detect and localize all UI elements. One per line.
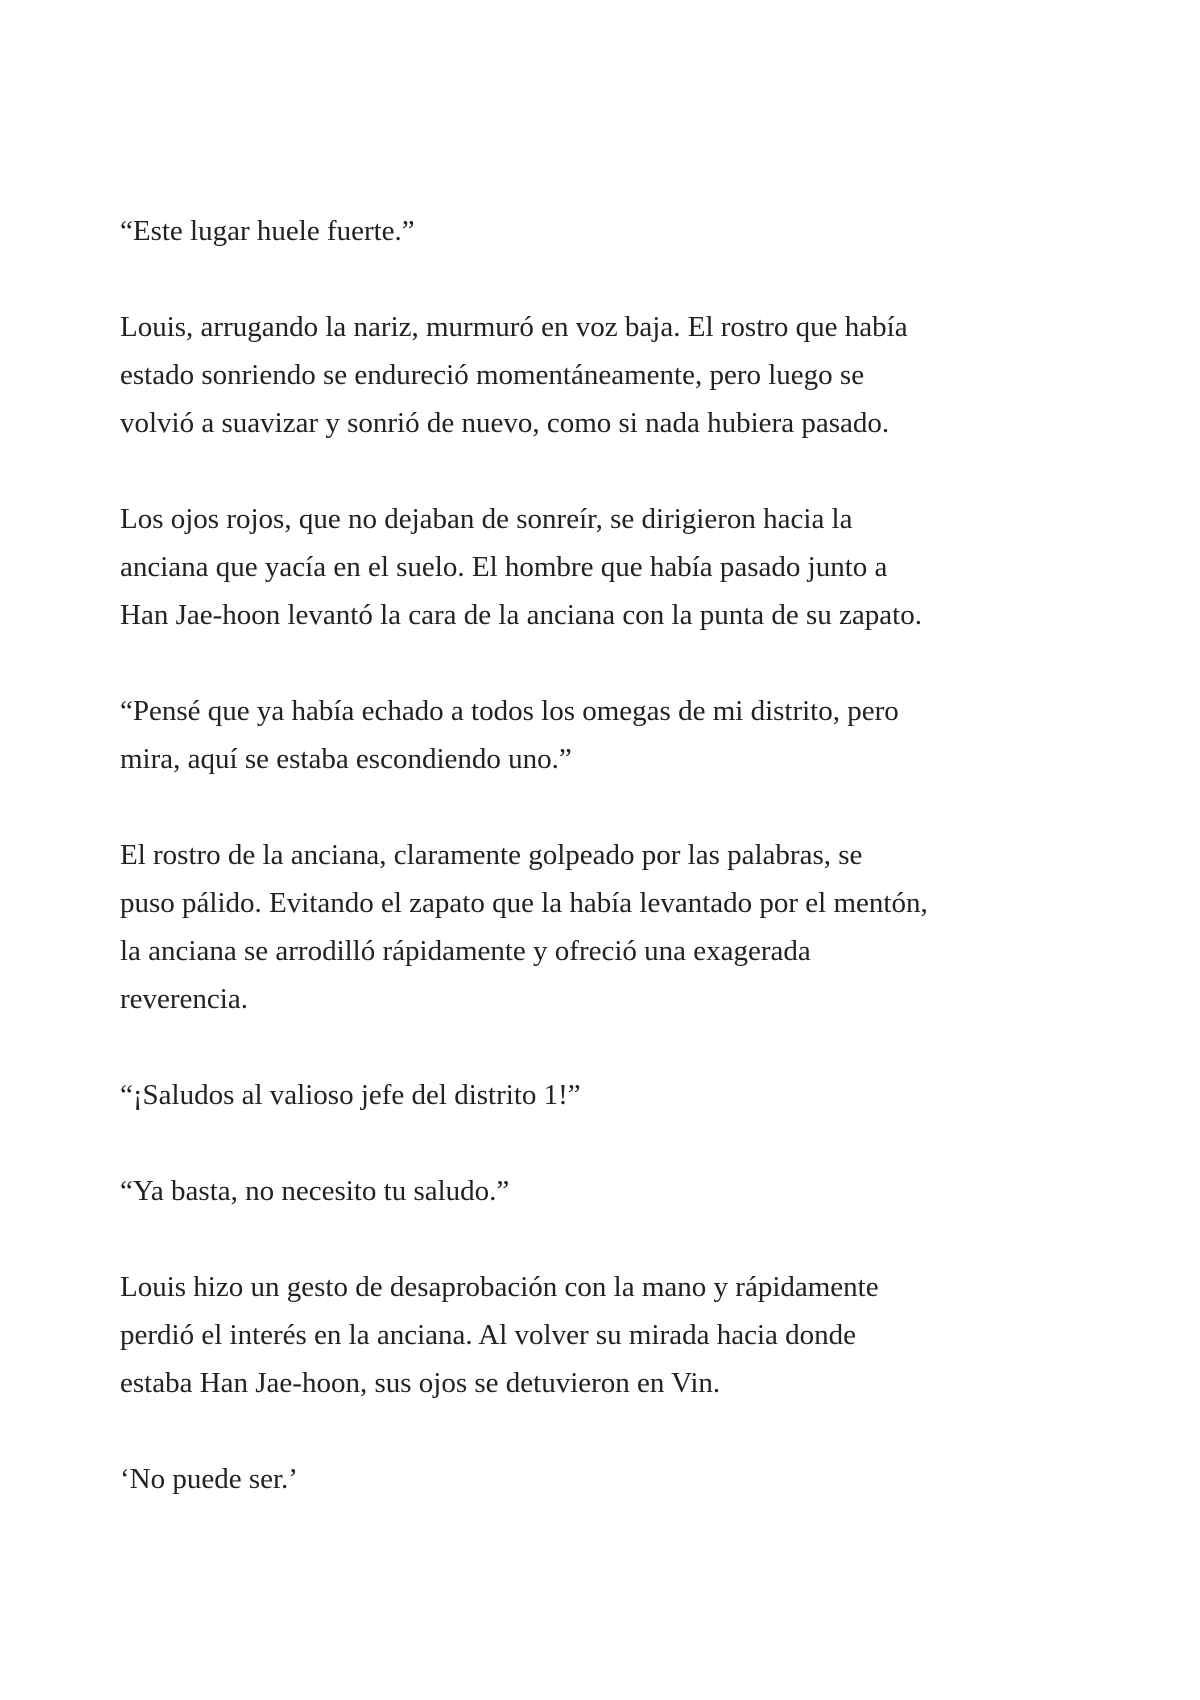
text-line: estado sonriendo se endureció momentáneamente, pero luego se — [120, 359, 865, 391]
paragraph — [120, 495, 1120, 639]
text-line: perdió el interés en la anciana. Al volver su mirada hacia donde — [120, 1319, 856, 1351]
paragraph — [120, 1167, 1120, 1215]
text-line: ‘No puede ser.’ — [120, 1463, 298, 1495]
text-line: mira, aquí se estaba escondiendo uno.” — [120, 743, 572, 775]
paragraph — [120, 1455, 1120, 1503]
paragraph — [120, 687, 1120, 783]
text-line: Louis hizo un gesto de desaprobación con la mano y rápidamente — [120, 1271, 879, 1303]
text-line: estaba Han Jae-hoon, sus ojos se detuvieron en Vin. — [120, 1367, 721, 1399]
text-line: Los ojos rojos, que no dejaban de sonreír, se dirigieron hacia la — [120, 503, 853, 535]
paragraph — [120, 207, 1120, 255]
text-line: Han Jae-hoon levantó la cara de la anciana con la punta de su zapato. — [120, 599, 922, 631]
text-line: “Este lugar huele fuerte.” — [120, 215, 415, 247]
paragraph — [120, 1263, 1120, 1407]
text-line: volvió a suavizar y sonrió de nuevo, como si nada hubiera pasado. — [120, 407, 890, 439]
paragraph — [120, 303, 1120, 447]
text-line: anciana que yacía en el suelo. El hombre que había pasado junto a — [120, 551, 888, 583]
text-line: “¡Saludos al valioso jefe del distrito 1!” — [120, 1079, 581, 1111]
text-line: Louis, arrugando la nariz, murmuró en voz baja. El rostro que había — [120, 311, 908, 343]
text-line: “Ya basta, no necesito tu saludo.” — [120, 1175, 510, 1207]
text-line: reverencia. — [120, 983, 248, 1015]
paragraph — [120, 1071, 1120, 1119]
text-line: la anciana se arrodilló rápidamente y ofreció una exagerada — [120, 935, 811, 967]
document-page — [120, 207, 1120, 1551]
text-line: El rostro de la anciana, claramente golpeado por las palabras, se — [120, 839, 863, 871]
text-line: puso pálido. Evitando el zapato que la había levantado por el mentón, — [120, 887, 928, 919]
text-line: “Pensé que ya había echado a todos los omegas de mi distrito, pero — [120, 695, 899, 727]
paragraph — [120, 831, 1120, 1023]
